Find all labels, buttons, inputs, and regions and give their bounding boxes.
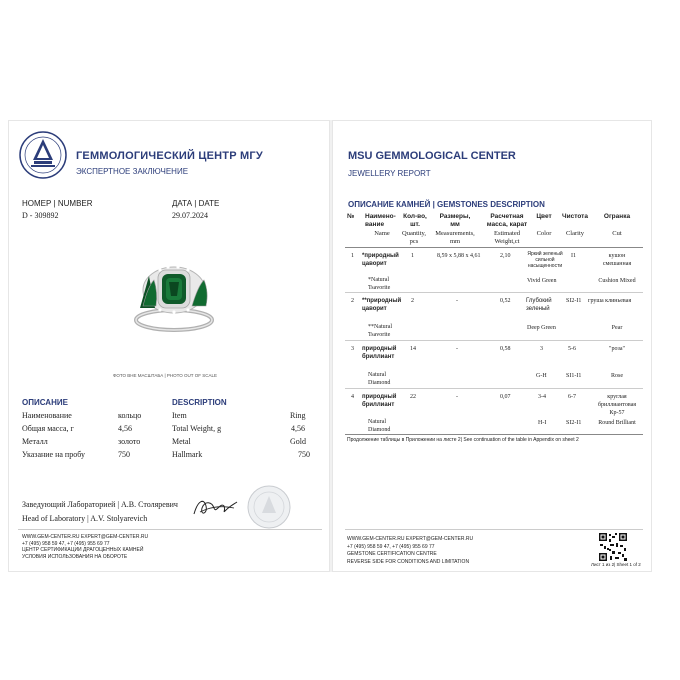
row-color-ru: 3-4 bbox=[538, 394, 546, 400]
col-name-en: Name bbox=[374, 230, 390, 237]
center-name-en: MSU GEMMOLOGICAL CENTER bbox=[348, 150, 516, 162]
row-name-ru: природный бриллиант bbox=[362, 394, 397, 408]
row-weight: 0,52 bbox=[500, 298, 511, 304]
sheet-number: Лист 1 из 2| Sheet 1 of 2 bbox=[591, 562, 641, 567]
footer-right bbox=[347, 536, 473, 566]
row-color-ru: Яркий зеленый сильной насыщенности bbox=[527, 251, 563, 269]
description-ru-title: ОПИСАНИЕ bbox=[22, 398, 68, 407]
footer-line: REVERSE SIDE FOR CONDITIONS AND LIMITATION bbox=[347, 558, 470, 565]
desc-ru-value: 750 bbox=[118, 450, 130, 459]
row-cut-ru: кушон смешанная bbox=[602, 253, 632, 267]
col-color-en: Color bbox=[536, 230, 552, 237]
center-name-ru: ГЕММОЛОГИЧЕСКИЙ ЦЕНТР МГУ bbox=[76, 150, 263, 162]
row-cut-en: Round Brilliant bbox=[598, 420, 636, 426]
footer-line: WWW.GEM-CENTER.RU EXPERT@GEM-CENTER.RU bbox=[347, 536, 474, 542]
desc-ru-value: золото bbox=[118, 437, 141, 446]
row-qty: 14 bbox=[410, 346, 416, 352]
desc-ru-value: кольцо bbox=[118, 411, 142, 420]
head-of-lab-en: Head of Laboratory | A.V. Stolyarevich bbox=[22, 514, 148, 523]
table-bottom-line bbox=[345, 434, 643, 435]
footer-left bbox=[22, 534, 148, 560]
desc-ru-label: Указание на пробу bbox=[22, 450, 85, 459]
col-color-ru: Цвет bbox=[536, 213, 552, 220]
row-cut-en: Cushion Mixed bbox=[598, 278, 636, 284]
footer-line: УСЛОВИЯ ИСПОЛЬЗОВАНИЯ НА ОБОРОТЕ bbox=[22, 553, 128, 560]
desc-en-label: Total Weight, g bbox=[172, 424, 222, 433]
footer-line: GEMSTONE CERTIFICATION CENTRE bbox=[347, 551, 437, 557]
row-name-ru: природный бриллиант bbox=[362, 346, 397, 360]
date-label: ДАТА | DATE bbox=[172, 199, 220, 208]
col-cut-ru: Огранка bbox=[603, 213, 631, 220]
col-clarity-en: Clarity bbox=[565, 230, 585, 237]
row-cut-en: Rose bbox=[611, 373, 623, 379]
desc-en-value: Gold bbox=[290, 437, 306, 446]
footer-divider bbox=[18, 529, 322, 530]
desc-en-label: Metal bbox=[172, 437, 191, 446]
desc-ru-label: Наименование bbox=[22, 411, 72, 420]
photo-caption: ФОТО ВНЕ МАСШТАБА | PHOTO OUT OF SCALE bbox=[113, 373, 217, 378]
col-weight-en: Estimated Weight,ct bbox=[494, 230, 520, 245]
description-en-title: DESCRIPTION bbox=[172, 398, 227, 407]
row-color-en: H-I bbox=[538, 420, 547, 426]
col-qty-en: Quantity, pcs bbox=[402, 230, 426, 245]
continuation-note: Продолжение таблицы в Приложении на листе 2| See continuation of the table in Appendix on sheet 2 bbox=[347, 437, 579, 443]
col-size-en: Measurements, mm bbox=[435, 230, 475, 245]
report-type-ru: ЭКСПЕРТНОЕ ЗАКЛЮЧЕНИЕ bbox=[76, 167, 189, 176]
row-name-en: Natural Diamond bbox=[368, 419, 391, 433]
head-of-lab-ru: Заведующий Лабораторией | А.В. Столяревич bbox=[22, 500, 178, 509]
date-value: 29.07.2024 bbox=[172, 211, 208, 220]
row-divider bbox=[345, 292, 643, 293]
row-color-en: G-H bbox=[536, 373, 547, 379]
row-cut-ru: груша клиньевая bbox=[588, 298, 632, 304]
row-clarity-en: SI2-I1 bbox=[566, 420, 582, 426]
seal-stamp bbox=[246, 484, 292, 530]
row-name-en: **Natural Tsavorite bbox=[368, 324, 392, 338]
row-cut-ru: "роза" bbox=[609, 346, 625, 352]
row-clarity-ru: 6-7 bbox=[568, 394, 576, 400]
row-size: - bbox=[456, 298, 458, 304]
row-divider bbox=[345, 340, 643, 341]
row-num: 2 bbox=[351, 298, 354, 304]
row-color-en: Vivid Green bbox=[527, 278, 557, 284]
row-clarity-en: SI1-I1 bbox=[566, 373, 582, 379]
report-type-en: JEWELLERY REPORT bbox=[348, 169, 431, 178]
row-size: - bbox=[456, 394, 458, 400]
row-qty: 2 bbox=[411, 298, 414, 304]
col-name-ru: Наимено- вание bbox=[365, 213, 396, 228]
footer-divider bbox=[345, 529, 643, 530]
row-weight: 0,07 bbox=[500, 394, 511, 400]
number-label: НОМЕР | NUMBER bbox=[22, 199, 93, 208]
row-divider bbox=[345, 388, 643, 389]
row-weight: 0,58 bbox=[500, 346, 511, 352]
col-num: № bbox=[347, 213, 355, 220]
desc-en-value: 750 bbox=[298, 450, 310, 459]
col-clarity-ru: Чистота bbox=[562, 213, 588, 220]
qr-code bbox=[598, 532, 628, 562]
col-qty-ru: Кол-во, шт. bbox=[403, 213, 427, 228]
desc-en-label: Item bbox=[172, 411, 187, 420]
table-title: ОПИСАНИЕ КАМНЕЙ | GEMSTONES DESCRIPTION bbox=[348, 200, 545, 209]
desc-ru-label: Общая масса, г bbox=[22, 424, 74, 433]
desc-ru-value: 4,56 bbox=[118, 424, 132, 433]
row-size: 8,59 x 5,88 x 4,61 bbox=[437, 253, 481, 259]
row-size: - bbox=[456, 346, 458, 352]
row-color-ru: 3 bbox=[540, 346, 543, 352]
row-qty: 22 bbox=[410, 394, 416, 400]
desc-ru-label: Металл bbox=[22, 437, 48, 446]
row-num: 3 bbox=[351, 346, 354, 352]
desc-en-value: Ring bbox=[290, 411, 306, 420]
ring-photo bbox=[122, 246, 222, 346]
row-color-ru: Глубокий зеленый bbox=[526, 298, 552, 312]
row-name-en: Natural Diamond bbox=[368, 372, 391, 386]
row-num: 1 bbox=[351, 253, 354, 259]
desc-en-label: Hallmark bbox=[172, 450, 203, 459]
number-value: D - 309892 bbox=[22, 211, 59, 220]
table-header-line bbox=[345, 247, 643, 248]
col-cut-en: Cut bbox=[612, 230, 622, 237]
row-clarity-ru: SI2-I1 bbox=[566, 298, 582, 304]
footer-line: +7 (495) 958 59 47, +7 (495) 955 69 77 bbox=[347, 543, 435, 550]
signature bbox=[190, 492, 240, 522]
row-clarity-ru: 5-6 bbox=[568, 346, 576, 352]
row-clarity-ru: I1 bbox=[571, 253, 576, 259]
row-weight: 2,10 bbox=[500, 253, 511, 259]
row-cut-ru: круглая бриллиантовая Кр-57 bbox=[597, 394, 637, 416]
row-num: 4 bbox=[351, 394, 354, 400]
row-name-en: *Natural Tsavorite bbox=[368, 277, 391, 291]
row-name-ru: **природный цаворит bbox=[362, 298, 402, 312]
row-color-en: Deep Green bbox=[527, 325, 556, 331]
col-size-ru: Размеры, мм bbox=[439, 213, 471, 228]
footer-line: WWW.GEM-CENTER.RU EXPERT@GEM-CENTER.RU bbox=[22, 534, 149, 540]
col-weight-ru: Расчетная масса, карат bbox=[486, 213, 528, 228]
footer-line: ЦЕНТР СЕРТИФИКАЦИИ ДРАГОЦЕННЫХ КАМНЕЙ bbox=[22, 547, 144, 554]
row-name-ru: *природный цаворит bbox=[362, 253, 399, 267]
row-qty: 1 bbox=[411, 253, 414, 259]
row-cut-en: Pear bbox=[611, 325, 623, 331]
footer-line: +7 (495) 958 59 47, +7 (495) 955 69 77 bbox=[22, 540, 110, 547]
msu-emblem-logo bbox=[18, 130, 68, 180]
desc-en-value: 4,56 bbox=[291, 424, 305, 433]
